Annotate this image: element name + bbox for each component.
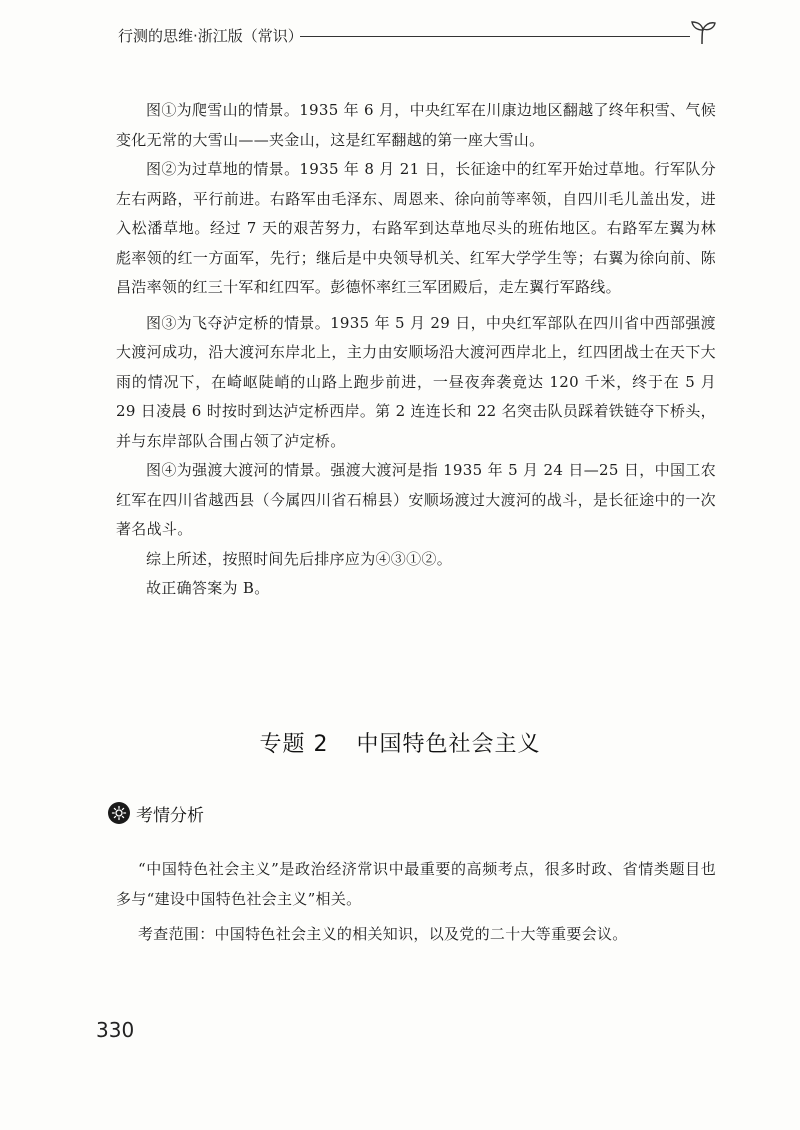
section-title xyxy=(0,727,800,758)
subheading-text: 考情分析 xyxy=(136,805,204,826)
paragraph-grassland: 图②为过草地的情景。1935 年 8 月 21 日，长征途中的红军开始过草地。行军队分左右两路，平行前进。右路军由毛泽东、周恩来、徐向前等率领，自四川毛儿盖出发，进入松潘草地。经过 7 天的艰苦努力，右路军到达草地尽头的班佑地区。右路军左翼为林彪率领的红一方面军，先行；继后是中央领导机关、红军大学学生等；右翼为徐向前、陈昌浩率领的红三十军和红四军。彭德怀率红三军团殿后，走左翼行军路线。 xyxy=(116,160,716,296)
answer-explanation xyxy=(116,96,716,604)
paragraph-dadu-river: 图④为强渡大渡河的情景。强渡大渡河是指 1935 年 5 月 24 日—25 日，中国工农红军在四川省越西县（今属四川省石棉县）安顺场渡过大渡河的战斗，是长征途中的一次著名战斗。 xyxy=(116,461,716,538)
running-header xyxy=(118,22,718,52)
page-number: 330 xyxy=(96,1018,135,1042)
paragraph-answer: 故正确答案为 B。 xyxy=(146,579,270,597)
section-name: 中国特色社会主义 xyxy=(356,732,541,757)
section-number: 专题 2 xyxy=(259,732,329,757)
sprout-icon xyxy=(688,18,718,48)
header-rule xyxy=(300,36,690,37)
analysis-scope: 考查范围：中国特色社会主义的相关知识，以及党的二十大等重要会议。 xyxy=(138,925,628,943)
analysis-paragraph: “中国特色社会主义”是政治经济常识中最重要的高频考点，很多时政、省情类题目也多与“建设中国特色社会主义”相关。 xyxy=(116,860,716,908)
paragraph-summary: 综上所述，按照时间先后排序应为④③①②。 xyxy=(146,549,453,568)
paragraph-luding-bridge: 图③为飞夺泸定桥的情景。1935 年 5 月 29 日，中央红军部队在四川省中西部强渡大渡河成功，沿大渡河东岸北上，主力由安顺场沿大渡河西岸北上，红四团战士在天下大雨的情况下，在崎岖陡峭的山路上跑步前进，一昼夜奔袭竟达 120 千米，终于在 5 月 29 日凌晨 6 时按时到达泸定桥西岸。第 2 连连长和 22 名突击队员踩着铁链夺下桥头，并与东岸部队合围占领了泸定桥。 xyxy=(116,313,716,450)
header-title: 行测的思维·浙江版（常识） xyxy=(118,27,303,45)
analysis-text xyxy=(116,855,716,950)
sun-icon xyxy=(108,802,130,824)
paragraph-snow-mountain: 图①为爬雪山的情景。1935 年 6 月，中央红军在川康边地区翻越了终年积雪、气候变化无常的大雪山——夹金山，这是红军翻越的第一座大雪山。 xyxy=(116,101,716,149)
subheading xyxy=(108,798,204,828)
